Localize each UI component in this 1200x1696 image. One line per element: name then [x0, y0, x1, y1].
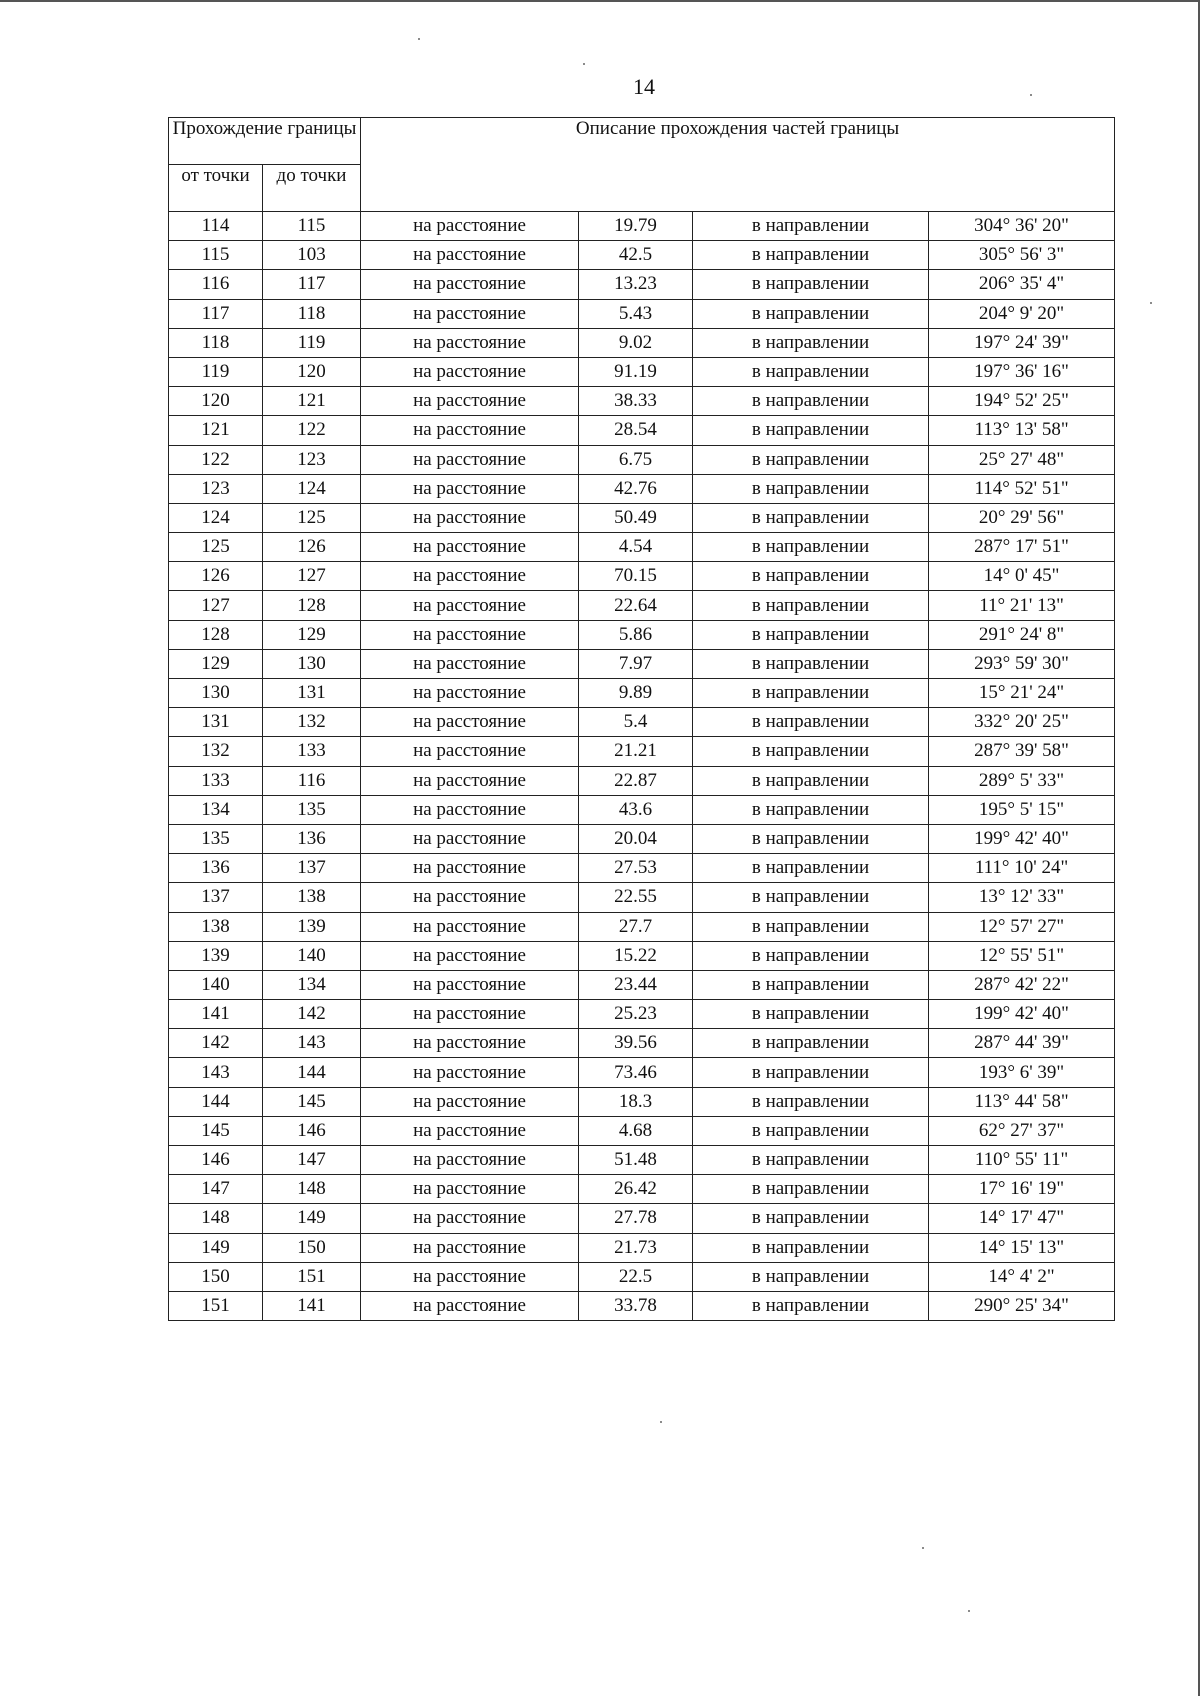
to-point-cell: 145	[263, 1087, 361, 1116]
from-point-cell: 114	[169, 212, 263, 241]
bearing-value-cell: 14° 0' 45"	[929, 562, 1115, 591]
distance-value-cell: 50.49	[579, 503, 693, 532]
from-point-cell: 124	[169, 503, 263, 532]
distance-value-cell: 27.53	[579, 854, 693, 883]
distance-label-cell: на расстояние	[361, 474, 579, 503]
to-point-cell: 132	[263, 708, 361, 737]
distance-label-cell: на расстояние	[361, 357, 579, 386]
direction-label-cell: в направлении	[693, 679, 929, 708]
distance-value-cell: 20.04	[579, 824, 693, 853]
from-point-cell: 126	[169, 562, 263, 591]
distance-value-cell: 33.78	[579, 1291, 693, 1320]
scan-speck	[968, 1610, 970, 1612]
bearing-value-cell: 11° 21' 13"	[929, 591, 1115, 620]
to-point-cell: 135	[263, 795, 361, 824]
distance-label-cell: на расстояние	[361, 737, 579, 766]
direction-label-cell: в направлении	[693, 620, 929, 649]
bearing-value-cell: 12° 57' 27"	[929, 912, 1115, 941]
distance-value-cell: 5.86	[579, 620, 693, 649]
from-point-cell: 117	[169, 299, 263, 328]
to-point-cell: 121	[263, 387, 361, 416]
to-point-cell: 128	[263, 591, 361, 620]
table-row	[169, 387, 1115, 416]
from-point-cell: 147	[169, 1175, 263, 1204]
distance-label-cell: на расстояние	[361, 387, 579, 416]
bearing-value-cell: 114° 52' 51"	[929, 474, 1115, 503]
from-point-cell: 121	[169, 416, 263, 445]
table-row	[169, 737, 1115, 766]
bearing-value-cell: 195° 5' 15"	[929, 795, 1115, 824]
to-point-cell: 143	[263, 1029, 361, 1058]
table-row	[169, 854, 1115, 883]
from-point-cell: 151	[169, 1291, 263, 1320]
direction-label-cell: в направлении	[693, 912, 929, 941]
table-row	[169, 474, 1115, 503]
bearing-value-cell: 194° 52' 25"	[929, 387, 1115, 416]
direction-label-cell: в направлении	[693, 795, 929, 824]
bearing-value-cell: 13° 12' 33"	[929, 883, 1115, 912]
bearing-value-cell: 199° 42' 40"	[929, 824, 1115, 853]
direction-label-cell: в направлении	[693, 270, 929, 299]
direction-label-cell: в направлении	[693, 883, 929, 912]
bearing-value-cell: 206° 35' 4"	[929, 270, 1115, 299]
direction-label-cell: в направлении	[693, 328, 929, 357]
distance-value-cell: 70.15	[579, 562, 693, 591]
scan-speck	[922, 1547, 924, 1549]
distance-value-cell: 26.42	[579, 1175, 693, 1204]
distance-label-cell: на расстояние	[361, 883, 579, 912]
table-row	[169, 1029, 1115, 1058]
bearing-value-cell: 289° 5' 33"	[929, 766, 1115, 795]
table-row	[169, 912, 1115, 941]
distance-label-cell: на расстояние	[361, 970, 579, 999]
distance-label-cell: на расстояние	[361, 562, 579, 591]
direction-label-cell: в направлении	[693, 970, 929, 999]
to-point-cell: 150	[263, 1233, 361, 1262]
bearing-value-cell: 111° 10' 24"	[929, 854, 1115, 883]
to-point-cell: 140	[263, 941, 361, 970]
table-row	[169, 299, 1115, 328]
to-point-cell: 123	[263, 445, 361, 474]
bearing-value-cell: 17° 16' 19"	[929, 1175, 1115, 1204]
direction-label-cell: в направлении	[693, 824, 929, 853]
distance-value-cell: 9.89	[579, 679, 693, 708]
description-header: Описание прохождения частей границы	[361, 118, 1115, 212]
table-row	[169, 503, 1115, 532]
table-row	[169, 1116, 1115, 1145]
distance-label-cell: на расстояние	[361, 270, 579, 299]
direction-label-cell: в направлении	[693, 503, 929, 532]
to-point-cell: 122	[263, 416, 361, 445]
to-point-cell: 141	[263, 1291, 361, 1320]
table-row	[169, 1262, 1115, 1291]
direction-label-cell: в направлении	[693, 1291, 929, 1320]
distance-value-cell: 27.78	[579, 1204, 693, 1233]
direction-label-cell: в направлении	[693, 1175, 929, 1204]
distance-label-cell: на расстояние	[361, 708, 579, 737]
table-row	[169, 1291, 1115, 1320]
direction-label-cell: в направлении	[693, 1146, 929, 1175]
to-point-cell: 138	[263, 883, 361, 912]
table-row	[169, 970, 1115, 999]
to-point-cell: 149	[263, 1204, 361, 1233]
direction-label-cell: в направлении	[693, 1087, 929, 1116]
distance-value-cell: 5.4	[579, 708, 693, 737]
bearing-value-cell: 20° 29' 56"	[929, 503, 1115, 532]
distance-value-cell: 7.97	[579, 649, 693, 678]
direction-label-cell: в направлении	[693, 357, 929, 386]
direction-label-cell: в направлении	[693, 562, 929, 591]
direction-label-cell: в направлении	[693, 649, 929, 678]
table-row	[169, 1233, 1115, 1262]
distance-label-cell: на расстояние	[361, 1291, 579, 1320]
distance-label-cell: на расстояние	[361, 620, 579, 649]
direction-label-cell: в направлении	[693, 854, 929, 883]
distance-value-cell: 27.7	[579, 912, 693, 941]
distance-value-cell: 42.76	[579, 474, 693, 503]
distance-label-cell: на расстояние	[361, 1000, 579, 1029]
from-point-cell: 131	[169, 708, 263, 737]
distance-value-cell: 21.73	[579, 1233, 693, 1262]
table-row	[169, 241, 1115, 270]
to-point-cell: 146	[263, 1116, 361, 1145]
from-point-cell: 136	[169, 854, 263, 883]
distance-label-cell: на расстояние	[361, 1087, 579, 1116]
table-row	[169, 1146, 1115, 1175]
bearing-value-cell: 193° 6' 39"	[929, 1058, 1115, 1087]
from-point-cell: 143	[169, 1058, 263, 1087]
table-row	[169, 1000, 1115, 1029]
distance-label-cell: на расстояние	[361, 212, 579, 241]
direction-label-cell: в направлении	[693, 1204, 929, 1233]
bearing-value-cell: 62° 27' 37"	[929, 1116, 1115, 1145]
distance-value-cell: 73.46	[579, 1058, 693, 1087]
to-point-cell: 103	[263, 241, 361, 270]
boundary-table	[168, 117, 1115, 1321]
from-point-cell: 123	[169, 474, 263, 503]
from-point-cell: 145	[169, 1116, 263, 1145]
direction-label-cell: в направлении	[693, 1116, 929, 1145]
table-row	[169, 941, 1115, 970]
distance-label-cell: на расстояние	[361, 649, 579, 678]
to-point-cell: 147	[263, 1146, 361, 1175]
distance-value-cell: 28.54	[579, 416, 693, 445]
table-row	[169, 1175, 1115, 1204]
bearing-value-cell: 287° 17' 51"	[929, 533, 1115, 562]
distance-value-cell: 22.64	[579, 591, 693, 620]
bearing-value-cell: 332° 20' 25"	[929, 708, 1115, 737]
distance-value-cell: 43.6	[579, 795, 693, 824]
from-point-cell: 142	[169, 1029, 263, 1058]
distance-label-cell: на расстояние	[361, 503, 579, 532]
to-point-cell: 119	[263, 328, 361, 357]
from-point-cell: 118	[169, 328, 263, 357]
distance-label-cell: на расстояние	[361, 1204, 579, 1233]
direction-label-cell: в направлении	[693, 1058, 929, 1087]
bearing-value-cell: 113° 13' 58"	[929, 416, 1115, 445]
direction-label-cell: в направлении	[693, 766, 929, 795]
from-point-cell: 133	[169, 766, 263, 795]
to-point-cell: 142	[263, 1000, 361, 1029]
table-row	[169, 766, 1115, 795]
to-point-cell: 130	[263, 649, 361, 678]
distance-value-cell: 22.55	[579, 883, 693, 912]
distance-value-cell: 19.79	[579, 212, 693, 241]
table-row	[169, 533, 1115, 562]
distance-value-cell: 25.23	[579, 1000, 693, 1029]
from-point-cell: 128	[169, 620, 263, 649]
distance-label-cell: на расстояние	[361, 912, 579, 941]
table-row	[169, 649, 1115, 678]
to-point-cell: 134	[263, 970, 361, 999]
bearing-value-cell: 291° 24' 8"	[929, 620, 1115, 649]
table-row	[169, 416, 1115, 445]
distance-label-cell: на расстояние	[361, 824, 579, 853]
distance-value-cell: 39.56	[579, 1029, 693, 1058]
bearing-value-cell: 305° 56' 3"	[929, 241, 1115, 270]
distance-label-cell: на расстояние	[361, 1029, 579, 1058]
distance-value-cell: 91.19	[579, 357, 693, 386]
distance-label-cell: на расстояние	[361, 1058, 579, 1087]
distance-value-cell: 5.43	[579, 299, 693, 328]
direction-label-cell: в направлении	[693, 212, 929, 241]
to-point-cell: 126	[263, 533, 361, 562]
from-point-cell: 141	[169, 1000, 263, 1029]
to-point-cell: 117	[263, 270, 361, 299]
to-point-cell: 125	[263, 503, 361, 532]
distance-value-cell: 13.23	[579, 270, 693, 299]
from-point-cell: 139	[169, 941, 263, 970]
from-point-cell: 125	[169, 533, 263, 562]
from-point-cell: 134	[169, 795, 263, 824]
distance-value-cell: 38.33	[579, 387, 693, 416]
from-point-cell: 122	[169, 445, 263, 474]
direction-label-cell: в направлении	[693, 1262, 929, 1291]
to-point-cell: 120	[263, 357, 361, 386]
direction-label-cell: в направлении	[693, 1233, 929, 1262]
from-point-cell: 144	[169, 1087, 263, 1116]
direction-label-cell: в направлении	[693, 591, 929, 620]
distance-value-cell: 6.75	[579, 445, 693, 474]
distance-label-cell: на расстояние	[361, 328, 579, 357]
to-point-cell: 116	[263, 766, 361, 795]
bearing-value-cell: 113° 44' 58"	[929, 1087, 1115, 1116]
from-point-cell: 150	[169, 1262, 263, 1291]
to-point-cell: 136	[263, 824, 361, 853]
direction-label-cell: в направлении	[693, 941, 929, 970]
table-row	[169, 679, 1115, 708]
table-row	[169, 591, 1115, 620]
from-point-cell: 149	[169, 1233, 263, 1262]
distance-value-cell: 4.54	[579, 533, 693, 562]
distance-label-cell: на расстояние	[361, 1175, 579, 1204]
from-point-cell: 132	[169, 737, 263, 766]
to-point-cell: 133	[263, 737, 361, 766]
to-point-cell: 144	[263, 1058, 361, 1087]
bearing-value-cell: 25° 27' 48"	[929, 445, 1115, 474]
to-point-header: до точки	[263, 165, 361, 212]
from-point-cell: 137	[169, 883, 263, 912]
table-row	[169, 1204, 1115, 1233]
from-point-cell: 130	[169, 679, 263, 708]
distance-label-cell: на расстояние	[361, 416, 579, 445]
to-point-cell: 115	[263, 212, 361, 241]
table-row	[169, 795, 1115, 824]
distance-value-cell: 22.5	[579, 1262, 693, 1291]
distance-label-cell: на расстояние	[361, 241, 579, 270]
from-point-header: от точки	[169, 165, 263, 212]
distance-value-cell: 21.21	[579, 737, 693, 766]
table-row	[169, 708, 1115, 737]
table-row	[169, 562, 1115, 591]
from-point-cell: 138	[169, 912, 263, 941]
from-point-cell: 127	[169, 591, 263, 620]
direction-label-cell: в направлении	[693, 1000, 929, 1029]
table-row	[169, 883, 1115, 912]
to-point-cell: 137	[263, 854, 361, 883]
bearing-value-cell: 290° 25' 34"	[929, 1291, 1115, 1320]
from-point-cell: 120	[169, 387, 263, 416]
table-row	[169, 212, 1115, 241]
to-point-cell: 139	[263, 912, 361, 941]
scan-speck	[418, 38, 420, 40]
distance-label-cell: на расстояние	[361, 941, 579, 970]
direction-label-cell: в направлении	[693, 416, 929, 445]
bearing-value-cell: 14° 15' 13"	[929, 1233, 1115, 1262]
direction-label-cell: в направлении	[693, 533, 929, 562]
bearing-value-cell: 14° 17' 47"	[929, 1204, 1115, 1233]
scan-speck	[583, 63, 585, 65]
direction-label-cell: в направлении	[693, 299, 929, 328]
bearing-value-cell: 287° 39' 58"	[929, 737, 1115, 766]
from-point-cell: 146	[169, 1146, 263, 1175]
table-row	[169, 445, 1115, 474]
distance-label-cell: на расстояние	[361, 766, 579, 795]
table-row	[169, 357, 1115, 386]
distance-value-cell: 18.3	[579, 1087, 693, 1116]
table-row	[169, 1058, 1115, 1087]
direction-label-cell: в направлении	[693, 474, 929, 503]
distance-value-cell: 42.5	[579, 241, 693, 270]
direction-label-cell: в направлении	[693, 708, 929, 737]
bearing-value-cell: 15° 21' 24"	[929, 679, 1115, 708]
distance-value-cell: 4.68	[579, 1116, 693, 1145]
distance-label-cell: на расстояние	[361, 299, 579, 328]
from-point-cell: 116	[169, 270, 263, 299]
bearing-value-cell: 14° 4' 2"	[929, 1262, 1115, 1291]
from-point-cell: 129	[169, 649, 263, 678]
distance-value-cell: 51.48	[579, 1146, 693, 1175]
direction-label-cell: в направлении	[693, 737, 929, 766]
from-point-cell: 148	[169, 1204, 263, 1233]
distance-label-cell: на расстояние	[361, 1262, 579, 1291]
scan-speck	[660, 1421, 662, 1423]
boundary-rows	[169, 212, 1115, 1321]
to-point-cell: 129	[263, 620, 361, 649]
distance-value-cell: 9.02	[579, 328, 693, 357]
distance-label-cell: на расстояние	[361, 1233, 579, 1262]
distance-label-cell: на расстояние	[361, 795, 579, 824]
distance-label-cell: на расстояние	[361, 591, 579, 620]
table-row	[169, 328, 1115, 357]
distance-label-cell: на расстояние	[361, 533, 579, 562]
bearing-value-cell: 12° 55' 51"	[929, 941, 1115, 970]
table-row	[169, 1087, 1115, 1116]
bearing-value-cell: 197° 36' 16"	[929, 357, 1115, 386]
from-point-cell: 140	[169, 970, 263, 999]
direction-label-cell: в направлении	[693, 387, 929, 416]
table-row	[169, 620, 1115, 649]
boundary-passage-header: Прохождение границы	[169, 118, 361, 165]
to-point-cell: 131	[263, 679, 361, 708]
to-point-cell: 118	[263, 299, 361, 328]
to-point-cell: 148	[263, 1175, 361, 1204]
from-point-cell: 135	[169, 824, 263, 853]
distance-label-cell: на расстояние	[361, 854, 579, 883]
page-number: 14	[633, 74, 655, 99]
from-point-cell: 119	[169, 357, 263, 386]
direction-label-cell: в направлении	[693, 445, 929, 474]
scan-speck	[1150, 302, 1152, 304]
direction-label-cell: в направлении	[693, 241, 929, 270]
distance-value-cell: 15.22	[579, 941, 693, 970]
distance-value-cell: 22.87	[579, 766, 693, 795]
distance-label-cell: на расстояние	[361, 445, 579, 474]
bearing-value-cell: 110° 55' 11"	[929, 1146, 1115, 1175]
distance-label-cell: на расстояние	[361, 1116, 579, 1145]
distance-label-cell: на расстояние	[361, 679, 579, 708]
distance-label-cell: на расстояние	[361, 1146, 579, 1175]
from-point-cell: 115	[169, 241, 263, 270]
bearing-value-cell: 304° 36' 20"	[929, 212, 1115, 241]
to-point-cell: 124	[263, 474, 361, 503]
table-row	[169, 270, 1115, 299]
bearing-value-cell: 293° 59' 30"	[929, 649, 1115, 678]
table-row	[169, 824, 1115, 853]
bearing-value-cell: 204° 9' 20"	[929, 299, 1115, 328]
bearing-value-cell: 197° 24' 39"	[929, 328, 1115, 357]
bearing-value-cell: 287° 42' 22"	[929, 970, 1115, 999]
to-point-cell: 151	[263, 1262, 361, 1291]
distance-value-cell: 23.44	[579, 970, 693, 999]
bearing-value-cell: 199° 42' 40"	[929, 1000, 1115, 1029]
direction-label-cell: в направлении	[693, 1029, 929, 1058]
to-point-cell: 127	[263, 562, 361, 591]
bearing-value-cell: 287° 44' 39"	[929, 1029, 1115, 1058]
